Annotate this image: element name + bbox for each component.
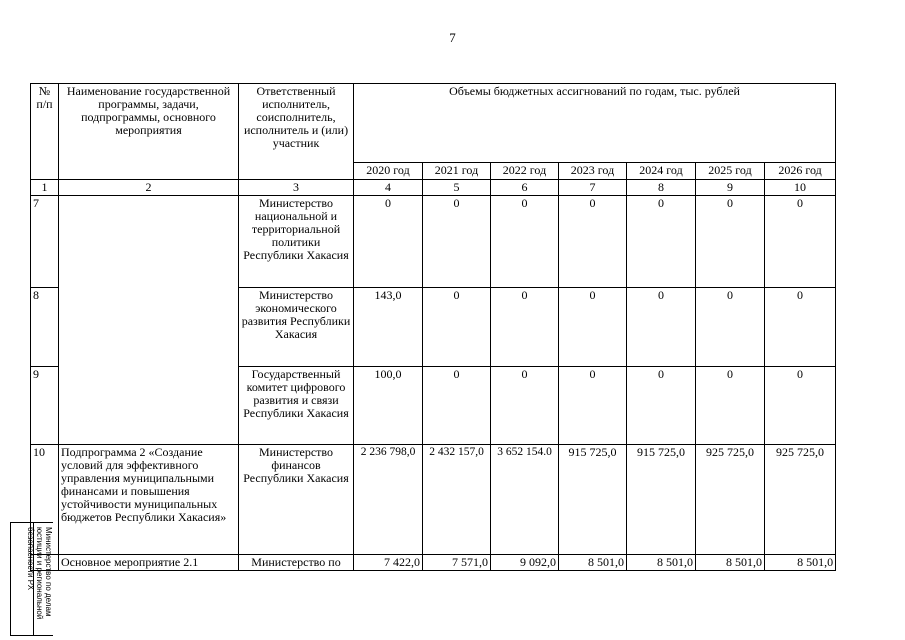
stamp-line: безопасности РХ [26,527,35,591]
budget-table [30,83,836,571]
col-number: 10 [765,180,836,196]
row-exec: Министерство национальной и территориальной политики Республики Хакасия [239,196,354,288]
row-value: 100,0 [354,367,423,445]
col-number: 4 [354,180,423,196]
row-value: 0 [559,288,627,367]
row-num: 8 [31,288,59,367]
stamp-line: юстиции и региональной [35,527,44,620]
col-number: 2 [59,180,239,196]
row-value: 0 [423,288,491,367]
col-number: 3 [239,180,354,196]
table-row [31,445,836,555]
stamp-text [13,524,53,636]
row-value: 0 [627,288,696,367]
year-cell: 2024 год [627,163,696,180]
row-value: 0 [696,367,765,445]
col-number: 7 [559,180,627,196]
row-name: Подпрограмма 2 «Создание условий для эффективного управления муниципальными финансами и повышения устойчивости муниципальных бюджетов Республики Хакасия» [59,445,239,555]
row-value: 925 725,0 [696,445,765,555]
row-value: 8 501,0 [696,555,765,571]
row-value: 2 236 798,0 [354,445,423,555]
year-cell: 2022 год [491,163,559,180]
row-value: 2 432 157,0 [423,445,491,555]
year-cell: 2020 год [354,163,423,180]
year-cell: 2021 год [423,163,491,180]
row-value: 8 501,0 [559,555,627,571]
table-row [31,196,836,288]
row-num: 9 [31,367,59,445]
row-value: 915 725,0 [559,445,627,555]
row-exec: Министерство экономического развития Республики Хакасия [239,288,354,367]
year-cell: 2025 год [696,163,765,180]
header-exec: Ответственный исполнитель, соисполнитель, исполнитель и (или) участник [239,84,354,180]
row-value: 0 [491,196,559,288]
year-cell: 2026 год [765,163,836,180]
row-value: 0 [627,367,696,445]
row-value: 7 422,0 [354,555,423,571]
row-value: 9 092,0 [491,555,559,571]
row-value: 8 501,0 [627,555,696,571]
row-name [59,196,239,445]
registration-stamp [10,522,53,636]
row-name: Основное мероприятие 2.1 [59,555,239,571]
row-value: 0 [696,288,765,367]
row-value: 7 571,0 [423,555,491,571]
row-value: 0 [765,367,836,445]
row-value: 0 [627,196,696,288]
col-number: 9 [696,180,765,196]
row-value: 0 [491,288,559,367]
header-name: Наименование государственной программы, задачи, подпрограммы, основного мероприятия [59,84,239,180]
row-value: 0 [696,196,765,288]
row-value: 3 652 154.0 [491,445,559,555]
col-number: 8 [627,180,696,196]
row-value: 0 [423,367,491,445]
row-num: 7 [31,196,59,288]
row-value: 925 725,0 [765,445,836,555]
row-value: 915 725,0 [627,445,696,555]
row-value: 8 501,0 [765,555,836,571]
row-value: 0 [423,196,491,288]
row-value: 0 [354,196,423,288]
col-number: 5 [423,180,491,196]
header-num: № п/п [31,84,59,180]
header-budget: Объемы бюджетных ассигнований по годам, тыс. рублей [354,84,836,163]
row-num: 10 [31,445,59,555]
page-number: 7 [449,30,456,45]
table-row [31,555,836,571]
row-exec: Министерство по [239,555,354,571]
row-value: 0 [765,196,836,288]
row-value: 0 [559,367,627,445]
row-value: 0 [559,196,627,288]
col-number: 6 [491,180,559,196]
row-value: 143,0 [354,288,423,367]
col-number: 1 [31,180,59,196]
row-value: 0 [491,367,559,445]
row-exec: Министерство финансов Республики Хакасия [239,445,354,555]
year-cell: 2023 год [559,163,627,180]
row-exec: Государственный комитет цифрового развития и связи Республики Хакасия [239,367,354,445]
row-value: 0 [765,288,836,367]
column-numbers-row [31,180,836,196]
stamp-line: Министерство по делам [44,527,53,617]
header-row [31,84,836,163]
